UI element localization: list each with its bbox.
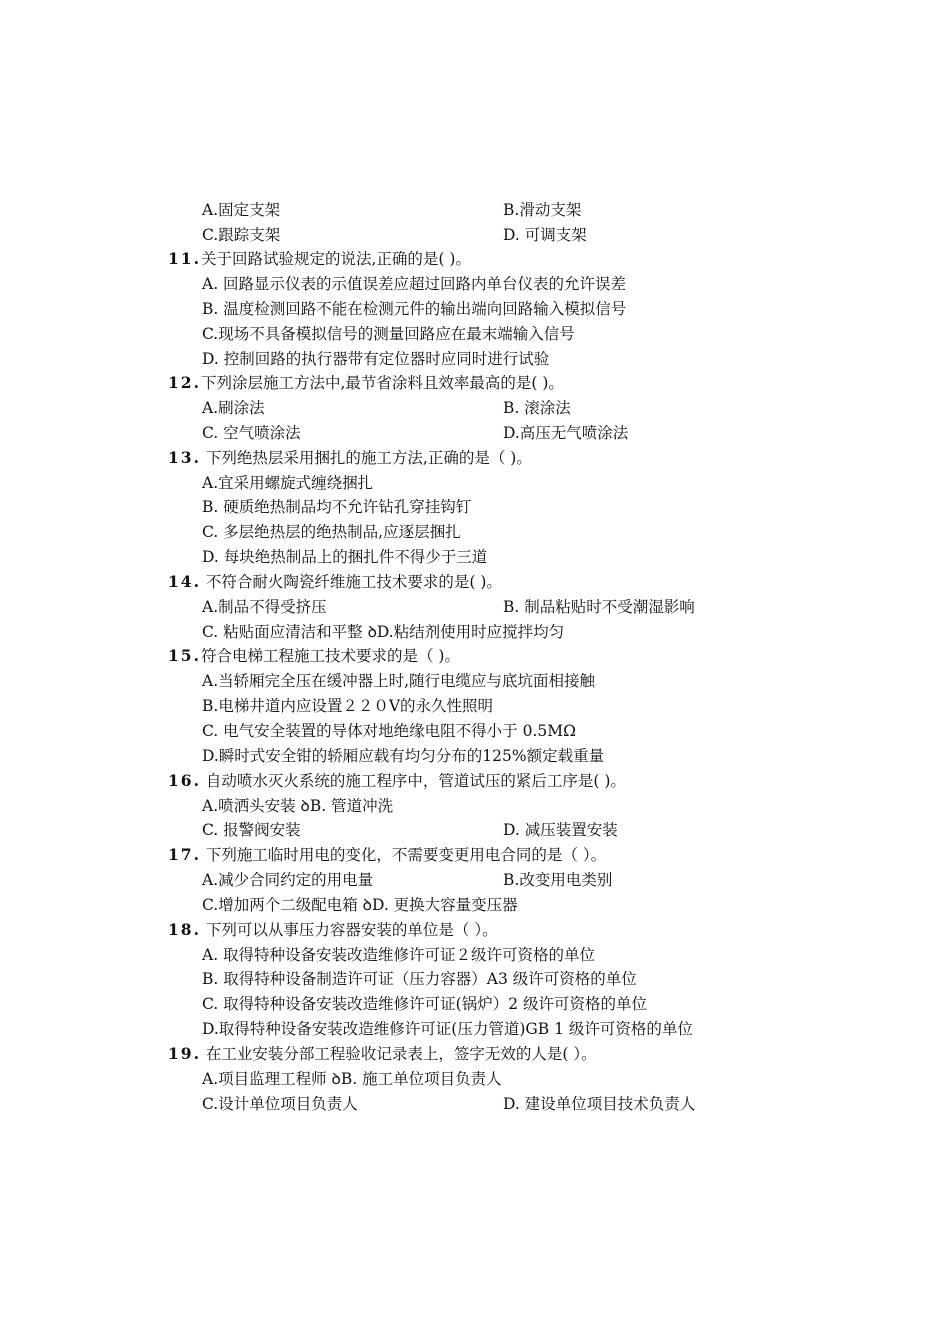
- option-17a: A.减少合同约定的用电量: [202, 871, 374, 889]
- option-19d: D. 建设单位项目技术负责人: [503, 1095, 696, 1113]
- option-16ab: A.喷洒头安装 ꝺB. 管道冲洗: [202, 797, 394, 815]
- option-16d: D. 减压装置安装: [503, 821, 618, 839]
- option-18d: D.取得特种设备安装改造维修许可证(压力管道)GB 1 级许可资格的单位: [202, 1020, 693, 1038]
- option-13b: B. 硬质绝热制品均不允许钻孔穿挂钩钉: [202, 498, 472, 516]
- question-text: 关于回路试验规定的说法,正确的是( )。: [200, 250, 471, 268]
- question-number: 16.: [168, 771, 201, 790]
- question-12: [168, 373, 564, 393]
- question-text: 下列涂层施工方法中,最节省涂料且效率最高的是( )。: [200, 374, 564, 392]
- option-10a: A.固定支架: [202, 201, 281, 219]
- option-15d: D.瞬时式安全钳的轿厢应载有均匀分布的125%额定载重量: [202, 747, 605, 765]
- option-18a: A. 取得特种设备安装改造维修许可证２级许可资格的单位: [202, 946, 596, 964]
- option-15a: A.当轿厢完全压在缓冲器上时,随行电缆应与底坑面相接触: [202, 672, 596, 690]
- question-text: 不符合耐火陶瓷纤维施工技术要求的是( )。: [200, 573, 502, 591]
- question-18: [168, 920, 498, 940]
- option-16c: C. 报警阀安装: [202, 821, 301, 839]
- option-19ab: A.项目监理工程师 ꝺB. 施工单位项目负责人: [202, 1070, 502, 1088]
- question-text: 符合电梯工程施工技术要求的是（ )。: [200, 647, 460, 665]
- option-18b: B. 取得特种设备制造许可证（压力容器）A3 级许可资格的单位: [202, 970, 637, 988]
- option-17b: B.改变用电类别: [503, 871, 613, 889]
- option-12b: B. 滚涂法: [503, 399, 571, 417]
- option-12a: A.刷涂法: [202, 399, 265, 417]
- option-13c: C. 多层绝热层的绝热制品,应逐层捆扎: [202, 523, 461, 541]
- question-11: [168, 249, 471, 269]
- option-17cd: C.增加两个二级配电箱 ꝺD. 更换大容量变压器: [202, 896, 518, 914]
- option-11d: D. 控制回路的执行器带有定位器时应同时进行试验: [202, 350, 550, 368]
- question-number: 17.: [168, 845, 201, 864]
- option-13d: D. 每块绝热制品上的捆扎件不得少于三道: [202, 548, 488, 566]
- option-12d: D.高压无气喷涂法: [503, 424, 629, 442]
- option-10c: C.跟踪支架: [202, 226, 281, 244]
- question-number: 18.: [168, 920, 201, 939]
- question-number: 13.: [168, 448, 201, 467]
- question-19: [168, 1044, 597, 1064]
- option-11c: C.现场不具备模拟信号的测量回路应在最末端输入信号: [202, 325, 575, 343]
- question-number: 19.: [168, 1044, 201, 1063]
- question-number: 12.: [168, 373, 201, 392]
- option-15c: C. 电气安全装置的导体对地绝缘电阻不得小于 0.5MΩ: [202, 722, 576, 740]
- question-text: 自动喷水灭火系统的施工程序中，管道试压的紧后工序是( )。: [200, 772, 626, 790]
- question-16: [168, 771, 626, 791]
- option-11a: A. 回路显示仪表的示值误差应超过回路内单台仪表的允许误差: [202, 275, 627, 293]
- option-11b: B. 温度检测回路不能在检测元件的输出端向回路输入模拟信号: [202, 300, 627, 318]
- question-text: 在工业安装分部工程验收记录表上，签字无效的人是( ）。: [200, 1045, 597, 1063]
- option-12c: C. 空气喷涂法: [202, 424, 301, 442]
- question-13: [168, 448, 532, 468]
- question-text: 下列绝热层采用捆扎的施工方法,正确的是（ )。: [200, 449, 532, 467]
- question-17: [168, 845, 606, 865]
- question-15: [168, 646, 460, 666]
- option-14b: B. 制品粘贴时不受潮湿影响: [503, 598, 695, 616]
- option-18c: C. 取得特种设备安装改造维修许可证(锅炉）2 级许可资格的单位: [202, 995, 647, 1013]
- option-13a: A.宜采用螺旋式缠绕捆扎: [202, 474, 374, 492]
- question-text: 下列可以从事压力容器安装的单位是（ ）。: [200, 921, 498, 939]
- question-14: [168, 572, 502, 592]
- option-10b: B.滑动支架: [503, 201, 582, 219]
- question-number: 14.: [168, 572, 201, 591]
- option-14a: A.制品不得受挤压: [202, 598, 327, 616]
- question-number: 15.: [168, 646, 201, 665]
- option-10d: D. 可调支架: [503, 226, 587, 244]
- option-15b: B.电梯井道内应设置２２０V的永久性照明: [202, 697, 494, 715]
- option-14cd: C. 粘贴面应清洁和平整 ꝺD.粘结剂使用时应搅拌均匀: [202, 623, 565, 641]
- option-19c: C.设计单位项目负责人: [202, 1095, 358, 1113]
- question-number: 11.: [168, 249, 201, 268]
- question-text: 下列施工临时用电的变化，不需要变更用电合同的是（ ）。: [200, 846, 607, 864]
